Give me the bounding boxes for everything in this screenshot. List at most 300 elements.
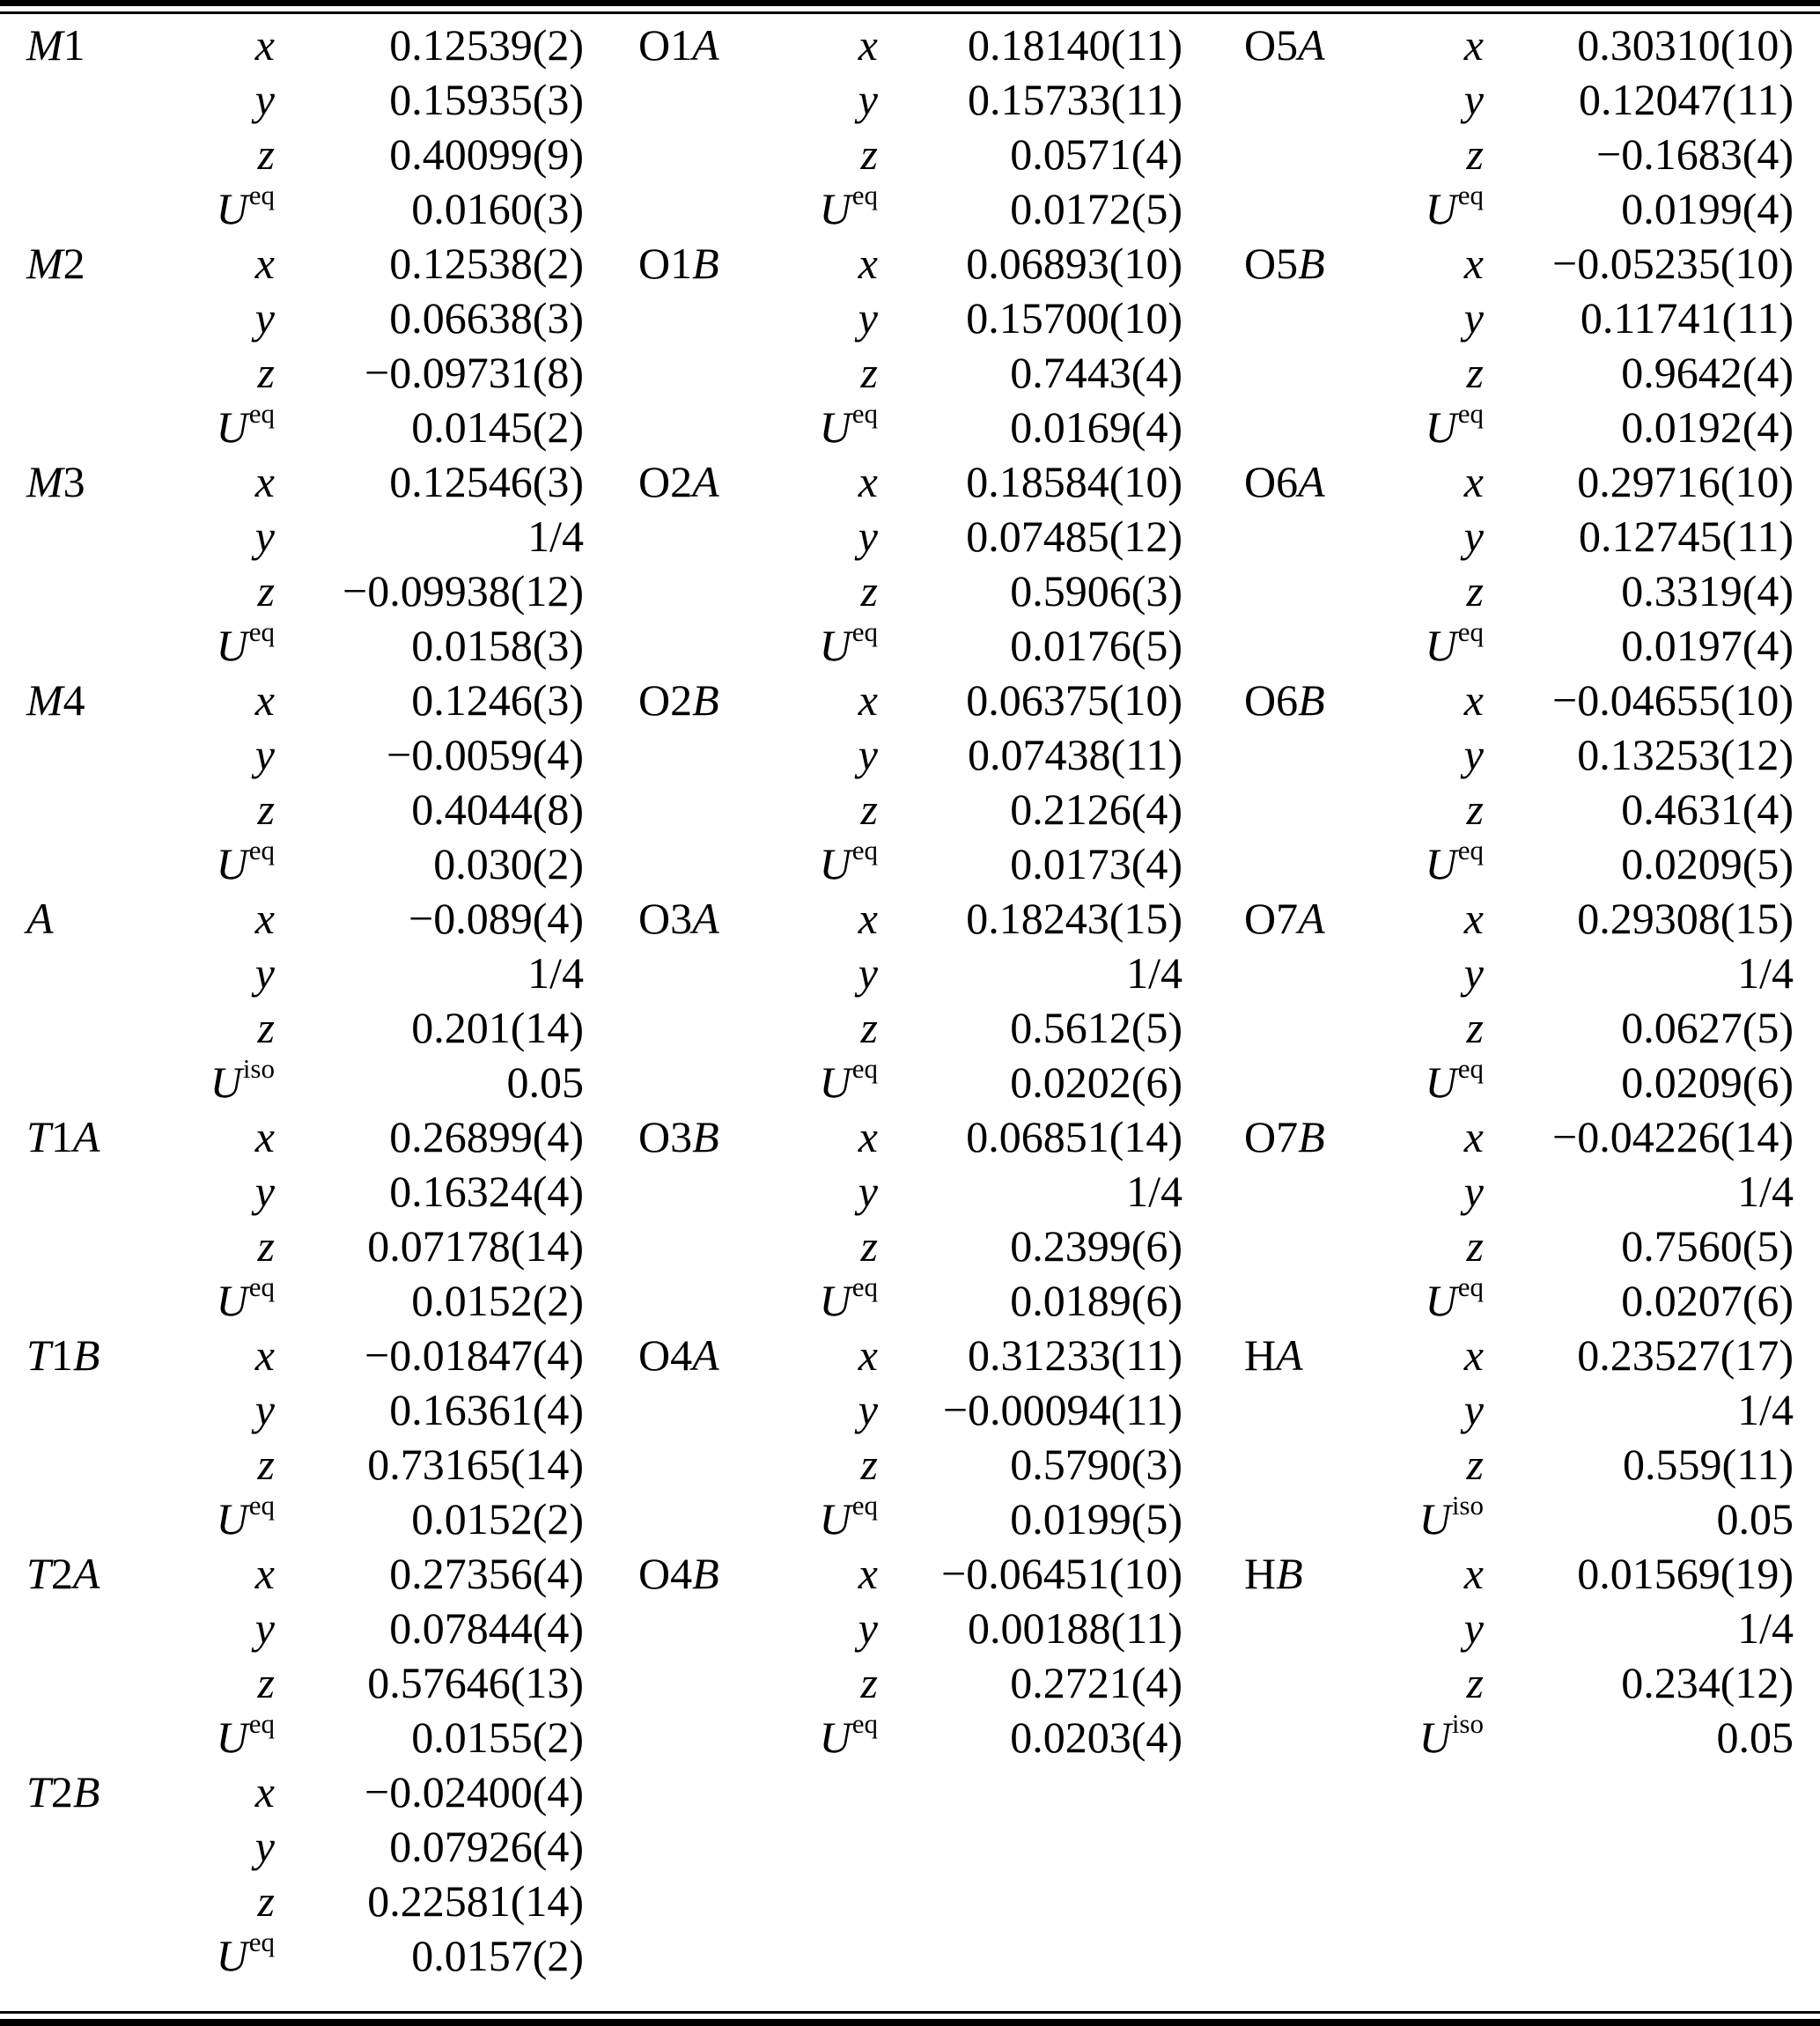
coord-param-label	[1403, 1710, 1517, 1764]
coord-param-label	[1403, 291, 1517, 345]
coord-value: −0.05235(10)	[1552, 239, 1794, 288]
coord-value: 0.07926(4)	[389, 1822, 584, 1871]
coord-param-label	[1403, 1164, 1517, 1219]
coord-value: 0.18584(10)	[966, 457, 1183, 506]
atom-label	[638, 236, 797, 291]
atom-label	[26, 1764, 194, 1819]
param-symbol: y	[1463, 1167, 1484, 1216]
param-symbol: z	[860, 129, 878, 179]
atom-label-char: B	[1298, 1112, 1325, 1161]
coord-param-label	[797, 291, 911, 345]
atom-label-spacer	[1244, 72, 1403, 127]
atom-label-char: B	[692, 239, 719, 288]
coord-param-label	[797, 1546, 911, 1601]
coord-value: 0.3319(4)	[1621, 566, 1794, 615]
param-superscript: eq	[248, 180, 275, 210]
coord-value: 0.05	[1716, 1494, 1794, 1543]
coord-value: 1/4	[1737, 1167, 1794, 1216]
coord-value: 0.201(14)	[411, 1003, 584, 1052]
atom-label-char: T	[26, 1549, 51, 1598]
atom-label-char: B	[1298, 239, 1325, 288]
atom-label-spacer	[638, 1437, 797, 1492]
param-superscript: eq	[1457, 835, 1484, 866]
coord-param-label	[194, 1055, 308, 1109]
coord-value: −0.0059(4)	[387, 730, 584, 779]
coord-param-label	[194, 1601, 308, 1655]
param-superscript: eq	[248, 1271, 275, 1302]
param-superscript: eq	[851, 616, 878, 647]
param-superscript: eq	[248, 1490, 275, 1521]
param-symbol: x	[858, 1549, 878, 1598]
atom-label-spacer	[26, 1492, 194, 1546]
param-symbol: x	[1463, 457, 1484, 506]
coord-param-label	[797, 1655, 911, 1710]
atom-label-spacer	[1244, 1273, 1403, 1328]
coord-param-label	[1403, 782, 1517, 836]
atom-label-spacer	[26, 1164, 194, 1219]
param-superscript: eq	[851, 1490, 878, 1521]
coord-param-label	[797, 782, 911, 836]
param-symbol: U	[216, 621, 248, 670]
coord-param-label	[1403, 18, 1517, 72]
param-symbol: x	[1463, 675, 1484, 725]
atom-label-spacer	[26, 1437, 194, 1492]
atom-label-char: M	[26, 239, 63, 288]
atom-label-spacer	[1244, 1655, 1403, 1710]
coord-value: 0.0209(6)	[1621, 1057, 1794, 1107]
coord-param-label	[194, 1219, 308, 1273]
atom-label-char: A	[72, 1549, 100, 1598]
coord-param-label	[194, 181, 308, 236]
coord-value: 0.29308(15)	[1577, 894, 1794, 943]
coord-value: −0.04655(10)	[1552, 675, 1794, 725]
coord-value: 0.0160(3)	[411, 184, 584, 233]
coord-value: −0.04226(14)	[1552, 1112, 1794, 1161]
atom-label-spacer	[1244, 1437, 1403, 1492]
atom-label-char: T	[26, 1767, 51, 1816]
coord-param-label	[797, 1601, 911, 1655]
table-bottom-rule-thin	[0, 2011, 1820, 2014]
param-symbol: x	[254, 1112, 275, 1161]
param-symbol: z	[257, 1876, 275, 1926]
atom-label	[26, 891, 194, 946]
atom-label-spacer	[26, 181, 194, 236]
param-symbol: y	[1463, 293, 1484, 343]
param-superscript: eq	[248, 1927, 275, 1957]
coord-param-label	[797, 400, 911, 454]
atom-label-char: 4	[63, 675, 85, 725]
atom-label-spacer	[1244, 782, 1403, 836]
atom-label-spacer	[26, 509, 194, 564]
atom-label-spacer	[638, 400, 797, 454]
atom-label-spacer	[26, 1000, 194, 1055]
coord-value: −0.09938(12)	[343, 566, 584, 615]
coord-param-label	[1403, 618, 1517, 673]
param-symbol: y	[1463, 1385, 1484, 1434]
coord-value: 0.0207(6)	[1621, 1276, 1794, 1325]
atom-label-char: 5	[1276, 20, 1299, 70]
coord-value: 0.18243(15)	[966, 894, 1183, 943]
atom-label-spacer	[1244, 509, 1403, 564]
param-symbol: y	[254, 948, 275, 998]
coord-value: 0.57646(13)	[367, 1658, 584, 1707]
param-symbol: x	[254, 894, 275, 943]
param-symbol: U	[1425, 402, 1457, 452]
coord-param-label	[1403, 1382, 1517, 1437]
coord-param-label	[1403, 72, 1517, 127]
coord-param-label	[194, 1109, 308, 1164]
atom-label-char: O	[638, 239, 671, 288]
coord-value: 0.1246(3)	[411, 675, 584, 725]
atom-label-spacer	[638, 1164, 797, 1219]
coord-param-label	[1403, 1109, 1517, 1164]
atom-label-spacer	[638, 836, 797, 891]
atom-label-char: O	[638, 675, 671, 725]
coord-param-label	[797, 1109, 911, 1164]
param-symbol: y	[254, 1167, 275, 1216]
param-symbol: U	[819, 1276, 851, 1325]
param-symbol: U	[1425, 621, 1457, 670]
coord-value: 0.9642(4)	[1621, 348, 1794, 397]
coord-value: 0.06851(14)	[966, 1112, 1183, 1161]
atom-label	[1244, 18, 1403, 72]
coord-param-label	[1403, 400, 1517, 454]
atom-label	[1244, 1109, 1403, 1164]
coord-param-label	[1403, 1328, 1517, 1382]
atom-label-spacer	[638, 509, 797, 564]
atom-label	[26, 673, 194, 727]
coord-param-label	[1403, 727, 1517, 782]
coord-value: 0.234(12)	[1621, 1658, 1794, 1707]
coord-value: 0.0197(4)	[1621, 621, 1794, 670]
coord-value: −0.06451(10)	[941, 1549, 1183, 1598]
atom-label-char: O	[1244, 20, 1277, 70]
coord-value: −0.09731(8)	[365, 348, 584, 397]
atom-label	[638, 454, 797, 509]
param-symbol: z	[257, 566, 275, 615]
coord-param-label	[797, 1328, 911, 1382]
atom-label-char: M	[26, 675, 63, 725]
coord-param-label	[1403, 1437, 1517, 1492]
atom-label-spacer	[638, 181, 797, 236]
atom-label-char: O	[638, 1549, 671, 1598]
param-symbol: y	[858, 75, 878, 124]
coord-param-label	[194, 1437, 308, 1492]
coord-value: 0.0152(2)	[411, 1494, 584, 1543]
coord-param-label	[1403, 1219, 1517, 1273]
coord-param-label	[797, 564, 911, 618]
param-superscript: iso	[242, 1053, 275, 1084]
atom-label-char: H	[1244, 1549, 1277, 1598]
atom-label-char: M	[26, 20, 63, 70]
coord-param-label	[194, 1273, 308, 1328]
coord-value: 0.12745(11)	[1579, 512, 1794, 561]
atom-label-spacer	[26, 1219, 194, 1273]
atom-label-spacer	[638, 1055, 797, 1109]
atom-label-spacer	[638, 345, 797, 400]
coord-value: 0.12546(3)	[389, 457, 584, 506]
coord-param-label	[797, 1437, 911, 1492]
atom-label	[638, 1328, 797, 1382]
param-symbol: x	[1463, 20, 1484, 70]
coord-param-label	[797, 1055, 911, 1109]
coord-value: 0.29716(10)	[1577, 457, 1794, 506]
coord-value: 0.07178(14)	[367, 1221, 584, 1271]
coord-param-label	[194, 1819, 308, 1874]
atom-label-spacer	[26, 836, 194, 891]
param-symbol: y	[1463, 730, 1484, 779]
atom-label	[638, 673, 797, 727]
coord-value: 0.30310(10)	[1577, 20, 1794, 70]
atom-label-spacer	[26, 345, 194, 400]
coord-param-label	[194, 618, 308, 673]
coord-param-label	[1403, 946, 1517, 1000]
coord-param-label	[1403, 509, 1517, 564]
param-symbol: x	[858, 239, 878, 288]
atom-label-char: O	[1244, 1112, 1277, 1161]
coord-value: 1/4	[1737, 1385, 1794, 1434]
atom-label-spacer	[1244, 1055, 1403, 1109]
table-top-rule-thin	[0, 11, 1820, 14]
param-superscript: eq	[248, 835, 275, 866]
coord-value: 1/4	[1737, 1603, 1794, 1653]
coord-param-label	[1403, 891, 1517, 946]
atom-label-spacer	[26, 727, 194, 782]
param-symbol: U	[216, 839, 248, 888]
coord-value: 0.06638(3)	[389, 293, 584, 343]
param-symbol: y	[1463, 948, 1484, 998]
coord-value: 0.0199(5)	[1010, 1494, 1183, 1543]
coord-value: 0.0172(5)	[1010, 184, 1183, 233]
param-symbol: y	[254, 1822, 275, 1871]
param-symbol: z	[257, 1440, 275, 1489]
param-superscript: eq	[1457, 1053, 1484, 1084]
atom-label-spacer	[1244, 400, 1403, 454]
param-symbol: z	[1466, 129, 1484, 179]
coord-value: 0.7443(4)	[1010, 348, 1183, 397]
atom-label-char: 2	[670, 675, 693, 725]
param-symbol: y	[254, 1385, 275, 1434]
param-symbol: U	[819, 1494, 851, 1543]
coord-param-label	[1403, 345, 1517, 400]
atom-table-column-group-2	[638, 18, 1183, 1764]
atom-label-char: B	[72, 1330, 100, 1380]
coord-value: 0.16324(4)	[389, 1167, 584, 1216]
atom-label-spacer	[26, 782, 194, 836]
coord-value: 0.15935(3)	[389, 75, 584, 124]
param-symbol: z	[1466, 348, 1484, 397]
coord-param-label	[797, 1000, 911, 1055]
param-symbol: x	[1463, 1112, 1484, 1161]
coord-value: 1/4	[1737, 948, 1794, 998]
atom-label-char: B	[72, 1767, 100, 1816]
atom-label-char: 5	[1276, 239, 1299, 288]
atom-label-char: A	[1298, 457, 1325, 506]
atom-label	[638, 1109, 797, 1164]
coord-param-label	[194, 564, 308, 618]
atom-label-spacer	[638, 1710, 797, 1764]
param-symbol: U	[216, 1931, 248, 1980]
coord-param-label	[1403, 236, 1517, 291]
coord-param-label	[194, 1928, 308, 1983]
atom-label	[638, 18, 797, 72]
coord-value: 0.0189(6)	[1010, 1276, 1183, 1325]
atom-label-char: M	[26, 457, 63, 506]
coord-value: 0.22581(14)	[367, 1876, 584, 1926]
coord-param-label	[194, 836, 308, 891]
param-symbol: y	[858, 1385, 878, 1434]
atom-label-spacer	[638, 1492, 797, 1546]
coord-value: 0.5612(5)	[1010, 1003, 1183, 1052]
coord-value: 0.73165(14)	[367, 1440, 584, 1489]
atom-label-spacer	[1244, 1601, 1403, 1655]
coord-param-label	[1403, 1055, 1517, 1109]
coord-value: 0.5906(3)	[1010, 566, 1183, 615]
atom-label-spacer	[26, 618, 194, 673]
coord-value: 0.12539(2)	[389, 20, 584, 70]
atom-label-char: 2	[50, 1767, 73, 1816]
atom-label-spacer	[1244, 1710, 1403, 1764]
coord-param-label	[1403, 836, 1517, 891]
coord-param-label	[194, 1710, 308, 1764]
param-superscript: eq	[851, 1053, 878, 1084]
coord-value: 0.27356(4)	[389, 1549, 584, 1598]
param-symbol: y	[254, 75, 275, 124]
atom-label-char: 1	[50, 1330, 73, 1380]
coord-value: 0.0202(6)	[1010, 1057, 1183, 1107]
atom-label-spacer	[638, 1273, 797, 1328]
coord-param-label	[797, 727, 911, 782]
coord-value: 0.07438(11)	[968, 730, 1183, 779]
param-superscript: iso	[1451, 1490, 1484, 1521]
param-superscript: eq	[248, 1708, 275, 1739]
coord-param-label	[194, 236, 308, 291]
atom-label	[638, 1546, 797, 1601]
atom-label-char: A	[72, 1112, 100, 1161]
coord-value: 1/4	[1126, 1167, 1183, 1216]
param-symbol: z	[860, 1221, 878, 1271]
param-symbol: z	[860, 785, 878, 834]
atom-label-spacer	[638, 127, 797, 181]
param-symbol: x	[858, 1330, 878, 1380]
coord-value: −0.02400(4)	[365, 1767, 584, 1816]
coord-param-label	[797, 891, 911, 946]
atom-label-spacer	[1244, 727, 1403, 782]
coord-param-label	[194, 1874, 308, 1928]
param-symbol: x	[1463, 1549, 1484, 1598]
atom-label-char: O	[638, 20, 671, 70]
atom-label-char: T	[26, 1112, 51, 1161]
atom-label-char: A	[692, 1330, 719, 1380]
coord-value: 0.0158(3)	[411, 621, 584, 670]
atom-label	[26, 18, 194, 72]
param-symbol: x	[858, 675, 878, 725]
atom-label	[1244, 1328, 1403, 1382]
atom-label-char: O	[1244, 457, 1277, 506]
coord-param-label	[194, 673, 308, 727]
coord-value: 0.05	[1716, 1713, 1794, 1762]
coord-param-label	[1403, 673, 1517, 727]
atom-label-spacer	[26, 1055, 194, 1109]
coord-value: 0.23527(17)	[1577, 1330, 1794, 1380]
coord-param-label	[1403, 1601, 1517, 1655]
atom-label-char: O	[1244, 239, 1277, 288]
param-superscript: eq	[1457, 180, 1484, 210]
atom-label-char: 6	[1276, 457, 1299, 506]
atom-label-spacer	[1244, 564, 1403, 618]
atom-label-spacer	[26, 1655, 194, 1710]
atom-label-spacer	[638, 291, 797, 345]
atom-label	[638, 891, 797, 946]
coord-param-label	[194, 782, 308, 836]
coord-value: 0.0192(4)	[1621, 402, 1794, 452]
atom-label	[1244, 673, 1403, 727]
atom-label-spacer	[26, 400, 194, 454]
coord-value: 0.40099(9)	[389, 129, 584, 179]
param-symbol: z	[1466, 1440, 1484, 1489]
coord-param-label	[1403, 1000, 1517, 1055]
param-symbol: z	[860, 1440, 878, 1489]
param-superscript: iso	[1451, 1708, 1484, 1739]
coord-param-label	[1403, 1655, 1517, 1710]
atom-label-char: B	[692, 675, 719, 725]
param-symbol: U	[1425, 1057, 1457, 1107]
coord-value: 0.0152(2)	[411, 1276, 584, 1325]
atom-label-char: T	[26, 1330, 51, 1380]
coord-value: 0.15700(10)	[966, 293, 1183, 343]
param-superscript: eq	[1457, 398, 1484, 429]
coord-value: 0.0145(2)	[411, 402, 584, 452]
param-symbol: z	[1466, 566, 1484, 615]
coord-value: 1/4	[1126, 948, 1183, 998]
coord-value: 0.0169(4)	[1010, 402, 1183, 452]
coord-param-label	[194, 946, 308, 1000]
param-symbol: y	[858, 293, 878, 343]
coord-value: 0.0155(2)	[411, 1713, 584, 1762]
coord-value: 0.26899(4)	[389, 1112, 584, 1161]
atom-label-spacer	[638, 72, 797, 127]
coord-value: 0.11741(11)	[1580, 293, 1794, 343]
coord-value: 0.12538(2)	[389, 239, 584, 288]
coord-param-label	[797, 1164, 911, 1219]
atom-label-char: 1	[50, 1112, 73, 1161]
atom-table-column-group-3	[1244, 18, 1794, 1764]
atom-label	[26, 1109, 194, 1164]
coord-param-label	[194, 72, 308, 127]
param-symbol: U	[216, 402, 248, 452]
atom-label-spacer	[1244, 1492, 1403, 1546]
coord-value: −0.01847(4)	[365, 1330, 584, 1380]
atom-label-char: 6	[1276, 675, 1299, 725]
coord-param-label	[194, 1655, 308, 1710]
atom-label-spacer	[638, 1000, 797, 1055]
coord-param-label	[194, 18, 308, 72]
coord-param-label	[194, 454, 308, 509]
atom-label-spacer	[26, 1928, 194, 1983]
coord-param-label	[797, 181, 911, 236]
param-symbol: x	[254, 457, 275, 506]
atom-label-spacer	[1244, 291, 1403, 345]
atom-label-spacer	[1244, 1000, 1403, 1055]
coord-param-label	[797, 1382, 911, 1437]
param-symbol: z	[1466, 1221, 1484, 1271]
param-symbol: U	[1418, 1713, 1451, 1762]
coord-param-label	[1403, 127, 1517, 181]
atom-label	[1244, 454, 1403, 509]
coord-value: 0.0173(4)	[1010, 839, 1183, 888]
param-superscript: eq	[851, 835, 878, 866]
coord-value: 0.4631(4)	[1621, 785, 1794, 834]
